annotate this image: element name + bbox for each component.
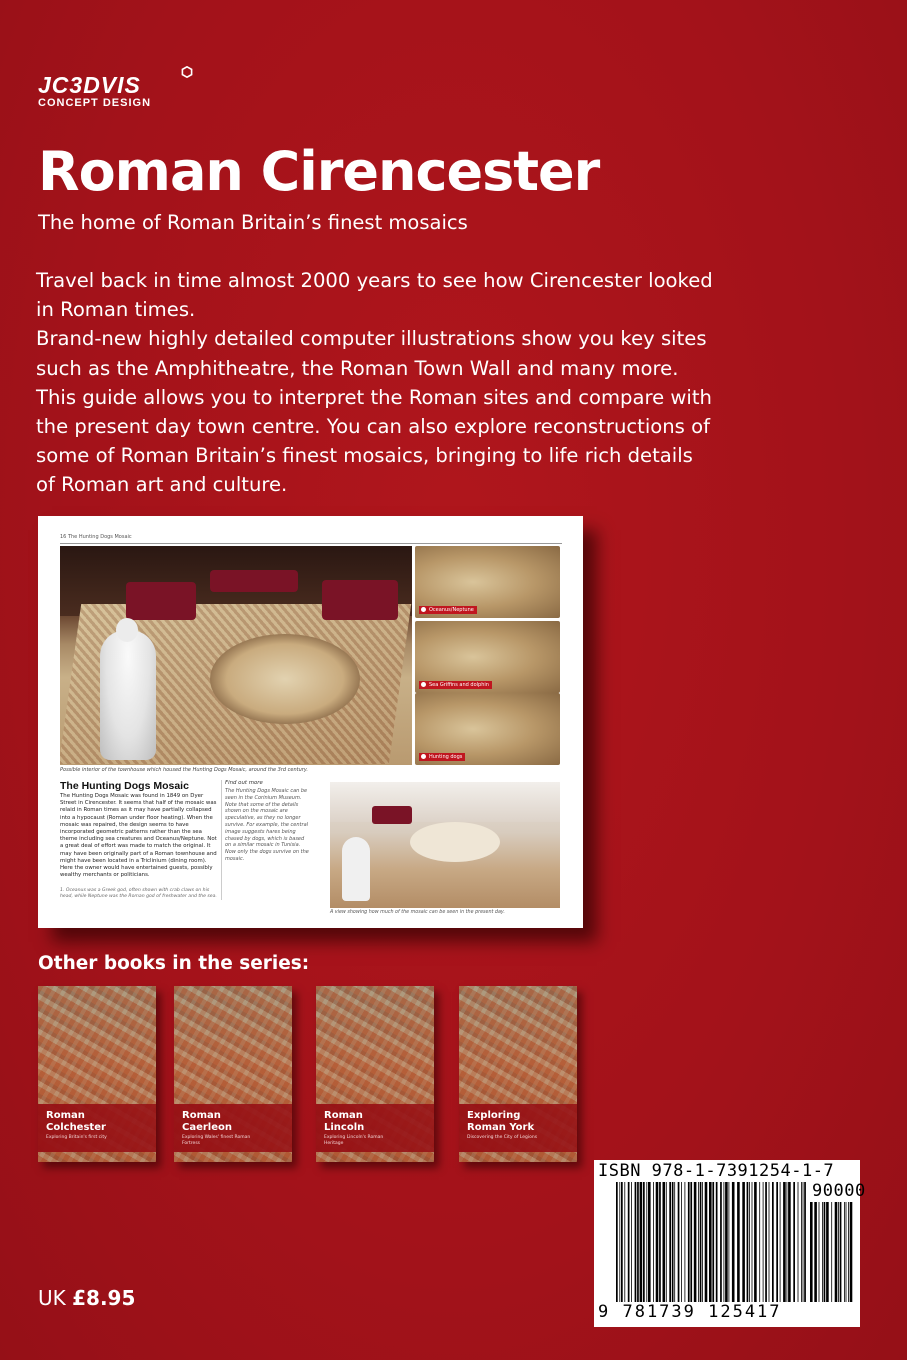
couch xyxy=(372,806,412,824)
series-book-cover xyxy=(459,986,577,1162)
barcode-bar xyxy=(840,1202,842,1302)
image-caption: A view showing how much of the mosaic can be seen in the present day. xyxy=(330,910,505,915)
publisher-logo xyxy=(38,74,198,109)
isbn-barcode xyxy=(594,1160,866,1327)
isbn-text: ISBN 978-1-7391254-1-7 xyxy=(598,1161,835,1181)
barcode-bar xyxy=(804,1182,806,1302)
find-out-more-title: Find out more xyxy=(225,780,263,786)
barcode-bar xyxy=(621,1182,623,1302)
cover-subtitle: Exploring Britain's first city xyxy=(46,1135,107,1140)
mosaic-medallion xyxy=(210,634,360,724)
image-caption: Possible interior of the townhouse which housed the Hunting Dogs Mosaic, around the 3rd century. xyxy=(60,767,309,773)
present-day-view-image xyxy=(330,782,560,908)
barcode-bar xyxy=(648,1182,651,1302)
couch xyxy=(322,580,398,620)
statue xyxy=(342,837,370,901)
barcode-bar xyxy=(798,1182,799,1302)
price-amount: £8.95 xyxy=(72,1286,136,1310)
barcode-bar xyxy=(732,1182,735,1302)
barcode-bar xyxy=(752,1182,753,1302)
barcode-bar xyxy=(824,1202,826,1302)
barcode-bar xyxy=(737,1182,740,1302)
barcode-bar xyxy=(631,1182,632,1302)
barcode-bar xyxy=(776,1182,778,1302)
barcode-bar xyxy=(656,1182,659,1302)
barcode-bar xyxy=(783,1182,786,1302)
barcode-bar xyxy=(835,1202,838,1302)
barcode-bar xyxy=(831,1202,832,1302)
barcode-bar xyxy=(624,1182,625,1302)
cover-subtitle: Exploring Wales' finest Roman Fortress xyxy=(182,1135,251,1146)
cover-title: Roman Lincoln xyxy=(324,1110,365,1133)
barcode-bar xyxy=(643,1182,645,1302)
barcode-bar xyxy=(628,1182,630,1302)
barcode-bar xyxy=(640,1182,643,1302)
barcode-bar xyxy=(619,1182,620,1302)
footnote: 1. Oceanus was a Greek god, often shown with crab claws on his head, while Neptune was the Roman god of freshwater and the sea. xyxy=(60,888,217,899)
barcode-bar xyxy=(672,1182,674,1302)
barcode-bar xyxy=(720,1182,722,1302)
barcode-bar xyxy=(659,1182,661,1302)
book-title: Roman Cirencester xyxy=(38,140,600,203)
detail-thumbnail xyxy=(415,621,560,693)
cover-subtitle: Discovering the City of Legions xyxy=(467,1135,538,1140)
statue-head xyxy=(116,618,138,642)
addon-barcode-bars xyxy=(810,1202,854,1302)
barcode-bar xyxy=(763,1182,764,1302)
barcode-bar xyxy=(822,1202,823,1302)
barcode-bar xyxy=(846,1202,847,1302)
cover-title: Roman Caerleon xyxy=(182,1110,232,1133)
section-title: The Hunting Dogs Mosaic xyxy=(60,780,189,792)
barcode-bar xyxy=(705,1182,708,1302)
sample-page-spread xyxy=(38,516,583,928)
barcode-bar xyxy=(742,1182,745,1302)
blurb-paragraph: This guide allows you to interpret the Roman sites and compare with the present day town centre. You can also explore reconstructions of some of Roman Britain’s finest mosaics, bringing to life rich details of Roman art and culture. xyxy=(36,385,712,497)
barcode-bar xyxy=(674,1182,675,1302)
barcode-bar xyxy=(616,1182,618,1302)
barcode-bar xyxy=(688,1182,690,1302)
room-wall xyxy=(330,782,560,822)
barcode-bar xyxy=(814,1202,817,1302)
barcode-bar xyxy=(685,1182,686,1302)
barcode-bar xyxy=(765,1182,767,1302)
barcode-bar xyxy=(850,1202,853,1302)
price-region: UK xyxy=(38,1286,66,1310)
section-body: The Hunting Dogs Mosaic was found in 1849 on Dyer Street in Cirencester. It seems that half of the mosaic was relaid in Roman times as it may have partially collapsed into a hypocaust (Roman under floor heating). When the mosaic was repaired, the design seems to have incorporated geometric patterns rather than the sea theme including sea creatures and Oceanus/Neptune. Not a great deal of effort was made to match the original. It may have been originally part of a Roman townhouse and might have been located in a Triclinium (dining room). Here the owner would have entertained guests, possibly wealthy merchants or politicians. xyxy=(60,793,217,879)
book-subtitle: The home of Roman Britain’s finest mosaics xyxy=(38,211,468,234)
barcode-bar xyxy=(749,1182,750,1302)
thumbnail-label: Oceanus/Neptune xyxy=(419,606,477,614)
blurb-paragraph: Brand-new highly detailed computer illustrations show you key sites such as the Amphitheatre, the Roman Town Wall and many more. xyxy=(36,327,707,380)
mosaic-medallion xyxy=(410,822,500,862)
series-heading: Other books in the series: xyxy=(38,953,310,974)
header-rule xyxy=(60,543,562,544)
series-book-cover xyxy=(316,986,434,1162)
barcode-bars xyxy=(616,1182,806,1302)
cover-title: Roman Colchester xyxy=(46,1110,106,1133)
barcode-bar xyxy=(810,1202,813,1302)
barcode-bar xyxy=(747,1182,749,1302)
barcode-bar xyxy=(729,1182,730,1302)
thumbnail-label: Hunting dogs xyxy=(419,753,465,761)
cover-subtitle: Exploring Lincoln's Roman Heritage xyxy=(324,1135,384,1146)
barcode-bar xyxy=(801,1182,802,1302)
barcode-bar xyxy=(663,1182,666,1302)
blurb-paragraph: Travel back in time almost 2000 years to see how Cirencester looked in Roman times. xyxy=(36,269,713,322)
barcode-bar xyxy=(844,1202,845,1302)
barcode-bar xyxy=(826,1202,829,1302)
barcode-bar xyxy=(635,1182,637,1302)
detail-thumbnail xyxy=(415,546,560,618)
barcode-bar xyxy=(754,1182,757,1302)
column-divider xyxy=(221,780,222,900)
barcode-bar xyxy=(678,1182,680,1302)
barcode-bar xyxy=(698,1182,699,1302)
barcode-bar xyxy=(780,1182,781,1302)
barcode-bar xyxy=(787,1182,788,1302)
ean-digits: 9 781739 125417 xyxy=(598,1302,782,1322)
couch xyxy=(126,582,196,620)
thumbnail-label: Sea Griffins and dolphin xyxy=(419,681,492,689)
barcode-bar xyxy=(793,1182,795,1302)
barcode-bar xyxy=(724,1182,725,1302)
barcode-bar xyxy=(669,1182,671,1302)
price xyxy=(38,1286,135,1310)
barcode-bar xyxy=(772,1182,774,1302)
townhouse-reconstruction-image xyxy=(60,546,412,765)
logo-sub-text: CONCEPT DESIGN xyxy=(38,97,152,109)
barcode-bar xyxy=(803,1182,804,1302)
barcode-bar xyxy=(769,1182,770,1302)
cover-title: Exploring Roman York xyxy=(467,1110,535,1133)
barcode-bar xyxy=(725,1182,728,1302)
barcode-bar xyxy=(712,1182,714,1302)
barcode-bar xyxy=(690,1182,692,1302)
barcode-bar xyxy=(653,1182,654,1302)
barcode-bar xyxy=(709,1182,712,1302)
barcode-bar xyxy=(637,1182,639,1302)
detail-thumbnail xyxy=(415,693,560,765)
statue xyxy=(100,630,156,760)
logo-main-text: JC3DVIS xyxy=(38,72,141,98)
series-book-cover xyxy=(38,986,156,1162)
couch xyxy=(210,570,298,592)
hexagon-icon xyxy=(181,66,193,78)
price-addon-digits: 90000 xyxy=(812,1181,866,1201)
barcode-bar xyxy=(819,1202,820,1302)
barcode-bar xyxy=(788,1182,791,1302)
blurb xyxy=(36,266,716,500)
sample-page-header: 16 The Hunting Dogs Mosaic xyxy=(60,534,132,540)
barcode-bar xyxy=(848,1202,849,1302)
find-out-more-body: The Hunting Dogs Mosaic can be seen in the Corinium Museum. Note that some of the details shown on the mosaic are speculative, as they no longer survive. For example, the central image suggests hares being chased by dogs, which is based on a similar mosaic in Tunisia. Now only the dogs survive on the mosaic. xyxy=(225,788,309,862)
barcode-bar xyxy=(700,1182,702,1302)
barcode-bar xyxy=(646,1182,647,1302)
barcode-bar xyxy=(681,1182,682,1302)
barcode-bar xyxy=(838,1202,839,1302)
barcode-bar xyxy=(702,1182,703,1302)
barcode-bar xyxy=(666,1182,667,1302)
barcode-bar xyxy=(694,1182,697,1302)
barcode-bar xyxy=(759,1182,760,1302)
barcode-bar xyxy=(716,1182,718,1302)
series-book-cover xyxy=(174,986,292,1162)
